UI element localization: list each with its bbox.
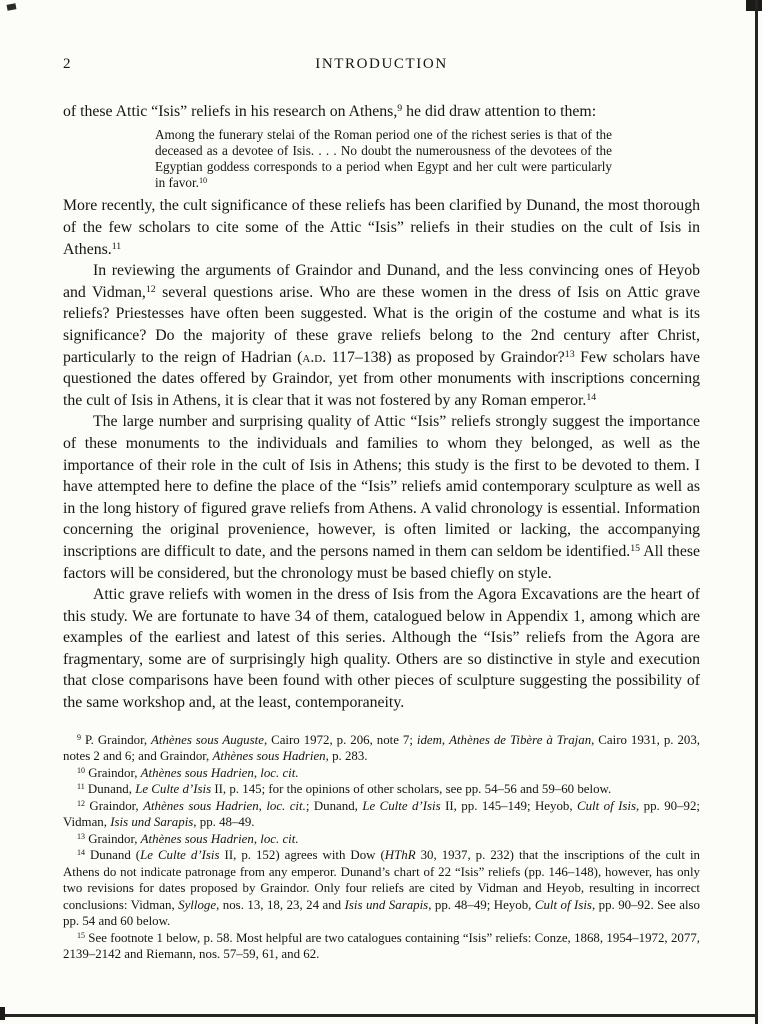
running-title: INTRODUCTION — [315, 56, 448, 72]
footnote-12: $^{12}$ Graindor, Athènes sous Hadrien, loc. cit.; Dunand, Le Culte d’Isis II, pp. 145–149; Heyob, Cult of Isis, pp. 90–92; Vidman, Isis und Sarapis, pp. 48–49. — [63, 798, 701, 830]
footnote-9: $^9$ P. Graindor, Athènes sous Auguste, Cairo 1972, p. 206, note 7; idem, Athènes de Tibère à Trajan, Cairo 1931, p. 203, notes 2 and 6; and Graindor, Athènes sous Hadrien, p. 283. — [63, 732, 700, 764]
running-header — [63, 56, 700, 76]
body-text — [63, 101, 700, 714]
scan-speck-top-left — [7, 3, 17, 10]
footnote-10: $^{10}$ Graindor, Athènes sous Hadrien, loc. cit. — [77, 765, 299, 780]
paragraph-more-recently: More recently, the cult significance of these reliefs has been clarified by Dunand, the most thorough of the few scholars to cite some of the Attic “Isis” reliefs in their studies on the cult of Isis in Athens.$^{11}$ — [63, 197, 700, 258]
footnote-14: $^{14}$ Dunand (Le Culte d’Isis II, p. 152) agrees with Dow (HThR 30, 1937, p. 232) that the inscriptions of the cult in Athens do not indicate patronage from any emperor. Dunand’s chart of 22 “Isis” reliefs (pp. 146–148), however, has only two revisions for dates proposed by Graindor. Only four reliefs are cited by Vidman and Heyob, resulting in incorrect conclusions: Vidman, Sylloge, nos. 13, 18, 23, 24 and Isis und Sarapis, pp. 48–49; Heyob, Cult of Isis, pp. 90–92. See also pp. 54 and 60 below. — [63, 848, 700, 929]
paragraph-agora-reliefs: Attic grave reliefs with women in the dress of Isis from the Agora Excavations are the heart of this study. We are fortunate to have 34 of them, catalogued below in Appendix 1, among which are examples of the earliest and latest of this series. Although the “Isis” reliefs from the Agora are fragmentary, some are of surprisingly high quality. Others are so distinctive in style and execution that close comparisons have been found with other pieces of sculpture suggesting the possibility of the same workshop and, at the least, contemporaneity. — [63, 586, 700, 712]
block-quote: Among the funerary stelai of the Roman period one of the richest series is that of the deceased as a devotee of Isis. . . . No doubt the numerousness of the devotees of the Egyptian goddess corresponds to a period when Egypt and her cult were particularly in favor.$^{10}$ — [155, 126, 612, 191]
page-number: 2 — [63, 56, 71, 72]
scan-edge-bottom — [0, 1014, 758, 1017]
paragraph-large-number: The large number and surprising quality of Attic “Isis” reliefs strongly suggest the importance of these monuments to the individuals and families to whom they belonged, as well as the importance of their role in the cult of Isis in Athens; this study is the first to be devoted to them. I have attempted here to define the place of the “Isis” reliefs amid contemporary sculpture as well as in the long history of figured grave reliefs from Athens. A valid chronology is essential. Information concerning the original provenience, however, is often limited or lacking, the accompanying inscriptions are difficult to date, and the persons named in them can seldom be identified.$^{15}$ All these factors will be considered, but the chronology must be based chiefly on style. — [63, 413, 701, 582]
page-content — [63, 56, 700, 963]
scan-mark-bottom-left — [0, 1007, 5, 1020]
footnote-15: $^{15}$ See footnote 1 below, p. 58. Most helpful are two catalogues containing “Isis” reliefs: Conze, 1868, 1954–1972, 2077, 2139–2142 and Riemann, nos. 57–59, 61, and 62. — [63, 930, 700, 962]
scan-edge-right — [755, 0, 758, 1024]
paragraph-lead: of these Attic “Isis” reliefs in his research on Athens,$^9$ he did draw attention to them: — [63, 103, 597, 120]
footnote-13: $^{13}$ Graindor, Athènes sous Hadrien, loc. cit. — [77, 831, 299, 846]
paragraph-in-reviewing: In reviewing the arguments of Graindor and Dunand, and the less convincing ones of Heyob and Vidman,$^{12}$ several questions arise. Who are these women in the dress of Isis on Attic grave reliefs? Priestesses have often been suggested. What is the origin of the costume and what is its significance? Do the majority of these grave reliefs belong to the 2nd century after Christ, particularly to the reign of Hadrian (a.d. 117–138) as proposed by Graindor?$^{13}$ Few scholars have questioned the dates offered by Graindor, yet from other monuments with inscriptions concerning the cult of Isis in Athens, it is clear that it was not fostered by any Roman emperor.$^{14}$ — [63, 262, 700, 409]
scan-mark-top-right — [746, 0, 762, 11]
footnote-11: $^{11}$ Dunand, Le Culte d’Isis II, p. 145; for the opinions of other scholars, see pp. 54–56 and 59–60 below. — [77, 782, 612, 797]
footnotes-section — [63, 732, 700, 963]
